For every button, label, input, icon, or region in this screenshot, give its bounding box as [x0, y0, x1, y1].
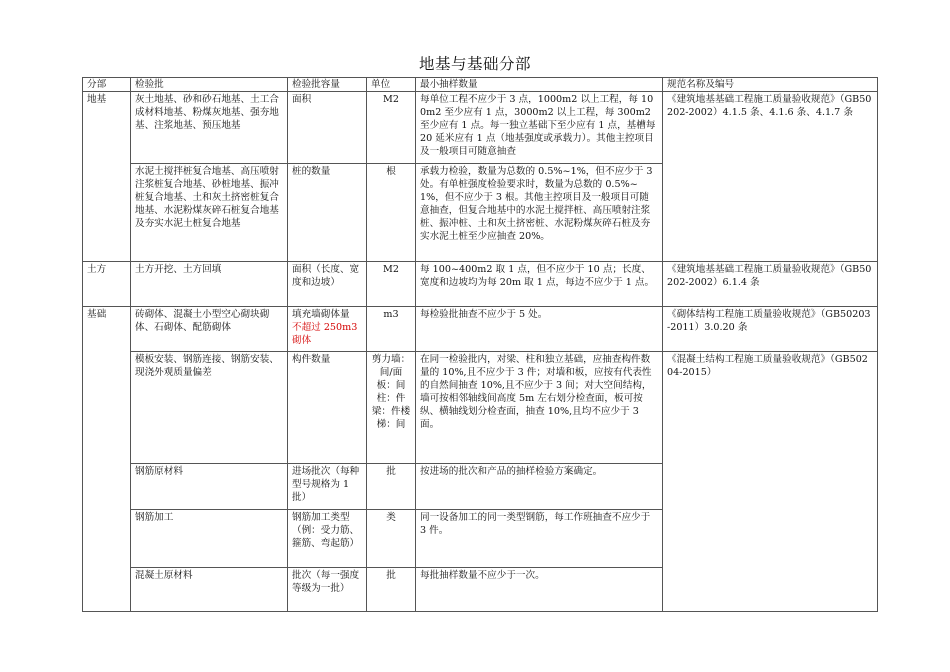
batch-cell: 水泥土搅拌桩复合地基、高压喷射注浆桩复合地基、砂桩地基、振冲桩复合地基、土和灰土挤密桩复合地基、水泥粉煤灰碎石桩复合地基及夯实水泥土桩复合地基 [131, 164, 288, 262]
capacity-cell: 构件数量 [288, 352, 367, 464]
table-row [83, 92, 878, 164]
capacity-cell: 钢筋加工类型（例：受力筋、箍筋、弯起筋） [288, 510, 367, 568]
capacity-cell: 进场批次（每种型号规格为 1 批） [288, 464, 367, 510]
sampling-cell: 按进场的批次和产品的抽样检验方案确定。 [416, 464, 663, 510]
unit-cell: 类 [367, 510, 416, 568]
sampling-cell: 每检验批抽查不应少于 5 处。 [416, 307, 663, 352]
sampling-cell: 每批抽样数量不应少于一次。 [416, 568, 663, 612]
capacity-cell: 桩的数量 [288, 164, 367, 262]
batch-cell: 混凝土原材料 [131, 568, 288, 612]
capacity-cell: 面积（长度、宽度和边坡） [288, 262, 367, 307]
capacity-note: 不超过 250m3 砌体 [292, 322, 358, 346]
unit-cell: 批 [367, 568, 416, 612]
capacity-cell [288, 307, 367, 352]
capacity-text: 填充墙砌体量 [292, 309, 350, 320]
unit-cell: M2 [367, 92, 416, 164]
table-row [83, 262, 878, 307]
division-cell: 土方 [83, 262, 131, 307]
header-sampling: 最小抽样数量 [416, 78, 663, 92]
division-cell: 基础 [83, 307, 131, 612]
batch-cell: 模板安装、钢筋连接、钢筋安装、现浇外观质量偏差 [131, 352, 288, 464]
batch-cell: 钢筋原材料 [131, 464, 288, 510]
standard-cell: 《砌体结构工程施工质量验收规范》（GB50203-2011）3.0.20 条 [663, 307, 878, 352]
page-title: 地基与基础分部 [418, 55, 531, 73]
sampling-cell: 每单位工程不应少于 3 点，1000m2 以上工程，每 100m2 至少应有 1 点，3000m2 以上工程，每 300m2 至少应有 1 点。每一独立基础下至少应有 1 点，基槽每 20 延米应有 1 点（地基强度或承载力）。其他主控项目及一般项目可随意抽查 [416, 92, 663, 164]
table-row [83, 307, 878, 352]
header-division: 分部 [83, 78, 131, 92]
standard-cell: 《混凝土结构工程施工质量验收规范》（GB50204-2015） [663, 352, 878, 612]
capacity-cell: 批次（每一强度等级为一批） [288, 568, 367, 612]
unit-cell: 剪力墙：间/面板：间柱：件梁：件楼梯：间 [367, 352, 416, 464]
standard-cell: 《建筑地基基础工程施工质量验收规范》（GB50202-2002）6.1.4 条 [663, 262, 878, 307]
unit-cell: 根 [367, 164, 416, 262]
table-row [83, 352, 878, 464]
sampling-cell: 同一设备加工的同一类型钢筋，每工作班抽查不应少于 3 件。 [416, 510, 663, 568]
standard-cell: 《建筑地基基础工程施工质量验收规范》（GB50202-2002）4.1.5 条、4.1.6 条、4.1.7 条 [663, 92, 878, 262]
batch-cell: 灰土地基、砂和砂石地基、土工合成材料地基、粉煤灰地基、强夯地基、注浆地基、预压地基 [131, 92, 288, 164]
batch-cell: 土方开挖、土方回填 [131, 262, 288, 307]
unit-cell: 批 [367, 464, 416, 510]
batch-cell: 砖砌体、混凝土小型空心砌块砌体、石砌体、配筋砌体 [131, 307, 288, 352]
header-standard: 规范名称及编号 [663, 78, 878, 92]
unit-cell: M2 [367, 262, 416, 307]
sampling-cell: 承载力检验，数量为总数的 0.5%~1%，但不应少于 3 处。有单桩强度检验要求时，数量为总数的 0.5%~1%，但不应少于 3 根。其他主控项目及一般项目可随意抽查，但复合地基中的水泥土搅拌桩、高压喷射注浆桩、振冲桩、土和灰土挤密桩、水泥粉煤灰碎石桩及夯实水泥土桩至少应抽查 20%。 [416, 164, 663, 262]
sampling-cell: 在同一检验批内，对梁、柱和独立基础，应抽查构件数量的 10%,且不应少于 3 件；对墙和板，应按有代表性的自然间抽查 10%,且不应少于 3 间；对大空间结构，墙可按相邻轴线间高度 5m 左右划分检查面，板可按纵、横轴线划分检查面，抽查 10%,且均不应少于 3 面。 [416, 352, 663, 464]
division-cell: 地基 [83, 92, 131, 262]
header-unit: 单位 [367, 78, 416, 92]
table-header-row [83, 78, 878, 92]
header-capacity: 检验批容量 [288, 78, 367, 92]
batch-cell: 钢筋加工 [131, 510, 288, 568]
unit-cell: m3 [367, 307, 416, 352]
specification-table [82, 77, 878, 612]
capacity-cell: 面积 [288, 92, 367, 164]
header-batch: 检验批 [131, 78, 288, 92]
sampling-cell: 每 100~400m2 取 1 点，但不应少于 10 点；长度、宽度和边坡均为每 20m 取 1 点，每边不应少于 1 点。 [416, 262, 663, 307]
